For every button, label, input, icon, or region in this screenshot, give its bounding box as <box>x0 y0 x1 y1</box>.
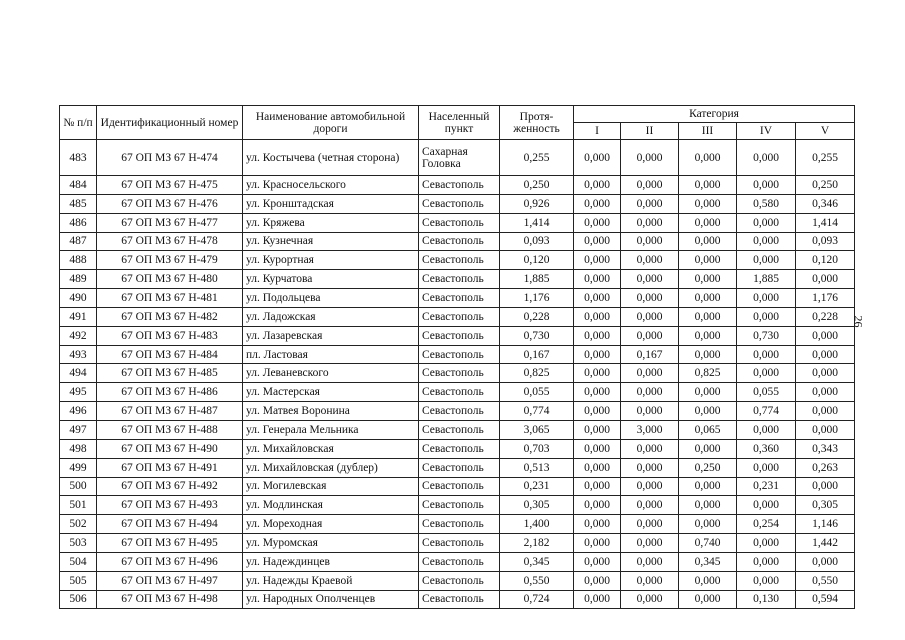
row-cat-i: 0,000 <box>574 515 621 534</box>
table-row <box>60 534 855 553</box>
row-cat-iii: 0,065 <box>679 420 737 439</box>
row-road-name: ул. Лазаревская <box>243 326 419 345</box>
header-category: Категория <box>574 106 855 123</box>
row-settlement: Севастополь <box>419 402 500 421</box>
row-cat-ii: 0,000 <box>621 364 679 383</box>
row-cat-v: 0,000 <box>796 345 855 364</box>
row-length: 0,120 <box>500 251 574 270</box>
row-cat-i: 0,000 <box>574 307 621 326</box>
row-identifier: 67 ОП МЗ 67 Н-474 <box>97 140 243 176</box>
row-road-name: ул. Мастерская <box>243 383 419 402</box>
row-cat-iii: 0,000 <box>679 213 737 232</box>
header-road-name: Наименование автомобильной дороги <box>243 106 419 140</box>
row-cat-v: 0,000 <box>796 420 855 439</box>
row-length: 0,825 <box>500 364 574 383</box>
row-identifier: 67 ОП МЗ 67 Н-492 <box>97 477 243 496</box>
row-cat-iv: 0,254 <box>737 515 796 534</box>
table-row <box>60 496 855 515</box>
road-registry-table-container <box>59 105 854 609</box>
row-cat-iii: 0,000 <box>679 176 737 195</box>
row-road-name: ул. Надежды Краевой <box>243 571 419 590</box>
row-cat-iv: 0,000 <box>737 534 796 553</box>
row-cat-iv: 0,000 <box>737 458 796 477</box>
row-road-name: ул. Народных Ополченцев <box>243 590 419 609</box>
row-road-name: ул. Кузнечная <box>243 232 419 251</box>
table-row <box>60 194 855 213</box>
row-cat-iv: 0,231 <box>737 477 796 496</box>
row-cat-v: 1,442 <box>796 534 855 553</box>
row-number: 487 <box>60 232 97 251</box>
row-cat-ii: 0,000 <box>621 232 679 251</box>
row-identifier: 67 ОП МЗ 67 Н-486 <box>97 383 243 402</box>
row-number: 499 <box>60 458 97 477</box>
row-settlement: Севастополь <box>419 251 500 270</box>
row-road-name: ул. Красносельского <box>243 176 419 195</box>
row-length: 1,400 <box>500 515 574 534</box>
row-cat-iii: 0,000 <box>679 571 737 590</box>
row-number: 500 <box>60 477 97 496</box>
row-cat-ii: 0,000 <box>621 571 679 590</box>
row-cat-v: 0,000 <box>796 364 855 383</box>
row-cat-ii: 3,000 <box>621 420 679 439</box>
row-number: 495 <box>60 383 97 402</box>
row-number: 492 <box>60 326 97 345</box>
row-number: 497 <box>60 420 97 439</box>
row-cat-iv: 0,774 <box>737 402 796 421</box>
row-settlement: Севастополь <box>419 176 500 195</box>
row-cat-iii: 0,000 <box>679 326 737 345</box>
row-cat-iv: 0,000 <box>737 289 796 308</box>
row-cat-iv: 0,000 <box>737 213 796 232</box>
row-cat-ii: 0,000 <box>621 213 679 232</box>
row-cat-i: 0,000 <box>574 232 621 251</box>
row-cat-i: 0,000 <box>574 402 621 421</box>
row-cat-i: 0,000 <box>574 270 621 289</box>
table-row <box>60 251 855 270</box>
row-number: 496 <box>60 402 97 421</box>
row-cat-v: 0,120 <box>796 251 855 270</box>
table-body <box>60 140 855 609</box>
row-cat-ii: 0,000 <box>621 140 679 176</box>
row-identifier: 67 ОП МЗ 67 Н-495 <box>97 534 243 553</box>
table-row <box>60 477 855 496</box>
row-cat-v: 1,176 <box>796 289 855 308</box>
row-identifier: 67 ОП МЗ 67 Н-478 <box>97 232 243 251</box>
row-cat-v: 0,343 <box>796 439 855 458</box>
row-road-name: ул. Кряжева <box>243 213 419 232</box>
row-road-name: ул. Подольцева <box>243 289 419 308</box>
row-cat-v: 0,550 <box>796 571 855 590</box>
row-cat-i: 0,000 <box>574 439 621 458</box>
row-length: 0,926 <box>500 194 574 213</box>
row-cat-iv: 0,000 <box>737 496 796 515</box>
row-number: 494 <box>60 364 97 383</box>
table-row <box>60 420 855 439</box>
row-cat-i: 0,000 <box>574 571 621 590</box>
page-number: 26 <box>851 315 866 328</box>
row-road-name: ул. Муромская <box>243 534 419 553</box>
row-cat-ii: 0,000 <box>621 439 679 458</box>
row-number: 501 <box>60 496 97 515</box>
row-number: 489 <box>60 270 97 289</box>
row-cat-v: 0,346 <box>796 194 855 213</box>
row-cat-iii: 0,000 <box>679 194 737 213</box>
row-cat-v: 0,250 <box>796 176 855 195</box>
row-length: 0,774 <box>500 402 574 421</box>
row-cat-v: 0,228 <box>796 307 855 326</box>
row-identifier: 67 ОП МЗ 67 Н-485 <box>97 364 243 383</box>
row-cat-v: 0,000 <box>796 477 855 496</box>
row-cat-iii: 0,345 <box>679 552 737 571</box>
row-identifier: 67 ОП МЗ 67 Н-483 <box>97 326 243 345</box>
row-length: 0,550 <box>500 571 574 590</box>
row-cat-i: 0,000 <box>574 213 621 232</box>
table-row <box>60 326 855 345</box>
row-length: 0,345 <box>500 552 574 571</box>
row-settlement: Севастополь <box>419 534 500 553</box>
row-cat-iii: 0,000 <box>679 345 737 364</box>
row-identifier: 67 ОП МЗ 67 Н-477 <box>97 213 243 232</box>
header-category-i: I <box>574 123 621 140</box>
row-number: 504 <box>60 552 97 571</box>
table-row <box>60 402 855 421</box>
row-cat-ii: 0,000 <box>621 402 679 421</box>
row-cat-v: 0,000 <box>796 552 855 571</box>
table-row <box>60 364 855 383</box>
row-cat-i: 0,000 <box>574 477 621 496</box>
row-road-name: ул. Курортная <box>243 251 419 270</box>
row-cat-v: 0,000 <box>796 402 855 421</box>
table-row <box>60 515 855 534</box>
table-row <box>60 345 855 364</box>
row-number: 488 <box>60 251 97 270</box>
row-number: 490 <box>60 289 97 308</box>
row-identifier: 67 ОП МЗ 67 Н-491 <box>97 458 243 477</box>
row-identifier: 67 ОП МЗ 67 Н-479 <box>97 251 243 270</box>
row-settlement: Сахарная Головка <box>419 140 500 176</box>
table-row <box>60 590 855 609</box>
row-number: 484 <box>60 176 97 195</box>
row-cat-i: 0,000 <box>574 194 621 213</box>
row-cat-ii: 0,000 <box>621 383 679 402</box>
row-settlement: Севастополь <box>419 194 500 213</box>
row-cat-v: 0,255 <box>796 140 855 176</box>
row-length: 0,250 <box>500 176 574 195</box>
row-length: 0,255 <box>500 140 574 176</box>
row-identifier: 67 ОП МЗ 67 Н-480 <box>97 270 243 289</box>
row-identifier: 67 ОП МЗ 67 Н-476 <box>97 194 243 213</box>
row-length: 0,730 <box>500 326 574 345</box>
row-settlement: Севастополь <box>419 515 500 534</box>
row-cat-ii: 0,000 <box>621 326 679 345</box>
row-identifier: 67 ОП МЗ 67 Н-482 <box>97 307 243 326</box>
row-road-name: ул. Мореходная <box>243 515 419 534</box>
row-cat-ii: 0,000 <box>621 194 679 213</box>
row-identifier: 67 ОП МЗ 67 Н-498 <box>97 590 243 609</box>
row-settlement: Севастополь <box>419 345 500 364</box>
row-cat-iii: 0,000 <box>679 590 737 609</box>
row-number: 485 <box>60 194 97 213</box>
row-cat-ii: 0,000 <box>621 477 679 496</box>
row-road-name: ул. Матвея Воронина <box>243 402 419 421</box>
row-cat-ii: 0,000 <box>621 251 679 270</box>
row-cat-i: 0,000 <box>574 345 621 364</box>
row-cat-iii: 0,000 <box>679 251 737 270</box>
row-cat-iv: 0,000 <box>737 364 796 383</box>
row-length: 0,513 <box>500 458 574 477</box>
row-length: 0,228 <box>500 307 574 326</box>
row-cat-v: 1,146 <box>796 515 855 534</box>
row-road-name: ул. Модлинская <box>243 496 419 515</box>
row-cat-iii: 0,000 <box>679 515 737 534</box>
row-cat-iv: 0,000 <box>737 420 796 439</box>
row-settlement: Севастополь <box>419 289 500 308</box>
row-cat-v: 0,594 <box>796 590 855 609</box>
table-row <box>60 289 855 308</box>
row-length: 1,176 <box>500 289 574 308</box>
row-road-name: ул. Генерала Мельника <box>243 420 419 439</box>
row-cat-i: 0,000 <box>574 534 621 553</box>
row-cat-i: 0,000 <box>574 140 621 176</box>
row-cat-ii: 0,000 <box>621 534 679 553</box>
row-cat-i: 0,000 <box>574 420 621 439</box>
row-cat-iv: 0,000 <box>737 140 796 176</box>
row-cat-iv: 0,130 <box>737 590 796 609</box>
row-cat-iv: 0,000 <box>737 232 796 251</box>
road-registry-table <box>59 105 855 609</box>
row-settlement: Севастополь <box>419 383 500 402</box>
table-row <box>60 270 855 289</box>
row-length: 1,885 <box>500 270 574 289</box>
row-length: 0,055 <box>500 383 574 402</box>
row-number: 483 <box>60 140 97 176</box>
row-settlement: Севастополь <box>419 477 500 496</box>
row-length: 0,093 <box>500 232 574 251</box>
row-identifier: 67 ОП МЗ 67 Н-488 <box>97 420 243 439</box>
header-settlement: Населенный пункт <box>419 106 500 140</box>
row-length: 0,724 <box>500 590 574 609</box>
header-category-iv: IV <box>737 123 796 140</box>
row-number: 493 <box>60 345 97 364</box>
table-row <box>60 571 855 590</box>
row-length: 0,231 <box>500 477 574 496</box>
row-cat-iv: 0,000 <box>737 552 796 571</box>
row-length: 1,414 <box>500 213 574 232</box>
row-cat-iv: 0,000 <box>737 176 796 195</box>
row-settlement: Севастополь <box>419 439 500 458</box>
row-settlement: Севастополь <box>419 496 500 515</box>
row-road-name: ул. Надеждинцев <box>243 552 419 571</box>
row-road-name: ул. Могилевская <box>243 477 419 496</box>
row-cat-i: 0,000 <box>574 383 621 402</box>
row-settlement: Севастополь <box>419 270 500 289</box>
row-cat-i: 0,000 <box>574 326 621 345</box>
table-row <box>60 213 855 232</box>
row-cat-ii: 0,000 <box>621 590 679 609</box>
row-cat-v: 0,000 <box>796 383 855 402</box>
row-cat-iii: 0,825 <box>679 364 737 383</box>
row-cat-v: 0,000 <box>796 270 855 289</box>
table-row <box>60 552 855 571</box>
row-cat-i: 0,000 <box>574 496 621 515</box>
row-road-name: ул. Курчатова <box>243 270 419 289</box>
row-settlement: Севастополь <box>419 552 500 571</box>
row-cat-v: 0,263 <box>796 458 855 477</box>
row-settlement: Севастополь <box>419 590 500 609</box>
row-number: 498 <box>60 439 97 458</box>
row-cat-iv: 1,885 <box>737 270 796 289</box>
row-cat-iii: 0,000 <box>679 402 737 421</box>
row-settlement: Севастополь <box>419 364 500 383</box>
row-cat-iii: 0,250 <box>679 458 737 477</box>
row-identifier: 67 ОП МЗ 67 Н-484 <box>97 345 243 364</box>
row-cat-iv: 0,730 <box>737 326 796 345</box>
row-identifier: 67 ОП МЗ 67 Н-496 <box>97 552 243 571</box>
row-settlement: Севастополь <box>419 420 500 439</box>
row-cat-iii: 0,000 <box>679 307 737 326</box>
row-road-name: ул. Ладожская <box>243 307 419 326</box>
row-cat-i: 0,000 <box>574 176 621 195</box>
row-cat-iv: 0,000 <box>737 571 796 590</box>
row-cat-ii: 0,000 <box>621 552 679 571</box>
table-row <box>60 176 855 195</box>
header-number: № п/п <box>60 106 97 140</box>
row-identifier: 67 ОП МЗ 67 Н-497 <box>97 571 243 590</box>
row-road-name: ул. Михайловская (дублер) <box>243 458 419 477</box>
row-identifier: 67 ОП МЗ 67 Н-487 <box>97 402 243 421</box>
row-road-name: ул. Михайловская <box>243 439 419 458</box>
row-cat-ii: 0,167 <box>621 345 679 364</box>
row-cat-iv: 0,000 <box>737 345 796 364</box>
row-length: 0,703 <box>500 439 574 458</box>
row-settlement: Севастополь <box>419 458 500 477</box>
header-category-v: V <box>796 123 855 140</box>
header-category-ii: II <box>621 123 679 140</box>
row-cat-ii: 0,000 <box>621 496 679 515</box>
row-cat-i: 0,000 <box>574 458 621 477</box>
row-cat-ii: 0,000 <box>621 289 679 308</box>
row-identifier: 67 ОП МЗ 67 Н-490 <box>97 439 243 458</box>
row-road-name: пл. Ластовая <box>243 345 419 364</box>
row-length: 2,182 <box>500 534 574 553</box>
table-row <box>60 458 855 477</box>
header-identifier: Идентификационный номер <box>97 106 243 140</box>
row-road-name: ул. Костычева (четная сторона) <box>243 140 419 176</box>
row-cat-iii: 0,740 <box>679 534 737 553</box>
row-settlement: Севастополь <box>419 232 500 251</box>
row-cat-iv: 0,360 <box>737 439 796 458</box>
row-cat-iii: 0,000 <box>679 496 737 515</box>
row-cat-ii: 0,000 <box>621 270 679 289</box>
row-cat-ii: 0,000 <box>621 515 679 534</box>
row-settlement: Севастополь <box>419 307 500 326</box>
row-cat-iv: 0,055 <box>737 383 796 402</box>
row-settlement: Севастополь <box>419 326 500 345</box>
header-category-iii: III <box>679 123 737 140</box>
row-settlement: Севастополь <box>419 213 500 232</box>
row-identifier: 67 ОП МЗ 67 Н-494 <box>97 515 243 534</box>
row-number: 491 <box>60 307 97 326</box>
row-cat-v: 0,093 <box>796 232 855 251</box>
row-identifier: 67 ОП МЗ 67 Н-481 <box>97 289 243 308</box>
row-cat-iv: 0,580 <box>737 194 796 213</box>
row-cat-i: 0,000 <box>574 289 621 308</box>
row-length: 0,305 <box>500 496 574 515</box>
row-cat-i: 0,000 <box>574 552 621 571</box>
row-cat-v: 0,305 <box>796 496 855 515</box>
row-cat-iii: 0,000 <box>679 140 737 176</box>
row-cat-v: 0,000 <box>796 326 855 345</box>
row-identifier: 67 ОП МЗ 67 Н-493 <box>97 496 243 515</box>
row-number: 505 <box>60 571 97 590</box>
row-length: 0,167 <box>500 345 574 364</box>
row-number: 503 <box>60 534 97 553</box>
table-row <box>60 140 855 176</box>
row-road-name: ул. Кронштадская <box>243 194 419 213</box>
row-cat-iii: 0,000 <box>679 232 737 251</box>
row-cat-ii: 0,000 <box>621 458 679 477</box>
row-cat-i: 0,000 <box>574 590 621 609</box>
row-cat-iii: 0,000 <box>679 477 737 496</box>
table-row <box>60 307 855 326</box>
table-row <box>60 383 855 402</box>
row-cat-ii: 0,000 <box>621 307 679 326</box>
header-length: Протя-женность <box>500 106 574 140</box>
row-cat-iv: 0,000 <box>737 307 796 326</box>
row-identifier: 67 ОП МЗ 67 Н-475 <box>97 176 243 195</box>
row-number: 506 <box>60 590 97 609</box>
row-number: 486 <box>60 213 97 232</box>
row-length: 3,065 <box>500 420 574 439</box>
row-cat-iii: 0,000 <box>679 439 737 458</box>
row-settlement: Севастополь <box>419 571 500 590</box>
table-row <box>60 439 855 458</box>
row-cat-i: 0,000 <box>574 364 621 383</box>
row-number: 502 <box>60 515 97 534</box>
row-cat-ii: 0,000 <box>621 176 679 195</box>
row-cat-v: 1,414 <box>796 213 855 232</box>
row-cat-iii: 0,000 <box>679 383 737 402</box>
row-cat-iii: 0,000 <box>679 289 737 308</box>
table-row <box>60 232 855 251</box>
row-cat-iv: 0,000 <box>737 251 796 270</box>
row-cat-iii: 0,000 <box>679 270 737 289</box>
row-cat-i: 0,000 <box>574 251 621 270</box>
row-road-name: ул. Леваневского <box>243 364 419 383</box>
